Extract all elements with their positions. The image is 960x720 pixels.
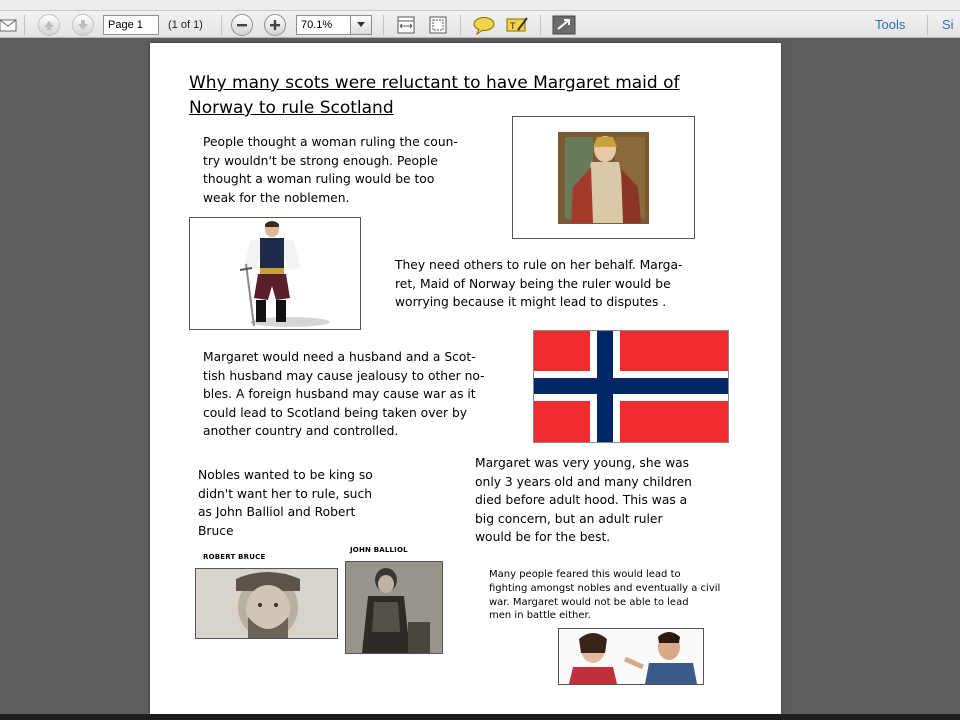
fit-width-icon[interactable] <box>396 14 416 36</box>
separator <box>927 15 928 35</box>
robert-bruce-portrait-image <box>195 568 338 639</box>
flag-cross-horizontal <box>534 378 728 394</box>
arrow-down-icon <box>77 19 89 31</box>
previous-page-button[interactable] <box>38 14 60 36</box>
page-count: (1 of 1) <box>168 19 203 31</box>
chevron-down-icon[interactable] <box>350 16 371 34</box>
fit-page-icon[interactable] <box>428 14 448 36</box>
zoom-select[interactable] <box>296 15 372 35</box>
plus-icon <box>269 19 281 31</box>
john-balliol-portrait-image <box>345 561 443 654</box>
tools-link[interactable]: Tools <box>875 17 906 32</box>
nobleman-costume-image <box>189 217 361 330</box>
paragraph-civil-war: Many people feared this would lead to fighting amongst nobles and eventually a civil war. Margaret would not be able to lead men in battle either. <box>489 569 721 622</box>
separator <box>460 15 461 35</box>
norway-flag-image <box>533 330 729 443</box>
paragraph-husband: Margaret would need a husband and a Scot- tish husband may cause jealousy to other no- bles. A foreign husband may cause war as it could lead to Scotland being taken over by another country and controlled. <box>203 350 485 439</box>
arguing-couple-image <box>558 628 704 685</box>
zoom-in-button[interactable] <box>264 14 286 36</box>
separator <box>383 15 384 35</box>
page-title: Why many scots were reluctant to have Margaret maid of Norway to rule Scotland <box>189 73 680 118</box>
zoom-out-button[interactable] <box>231 14 253 36</box>
svg-text:T: T <box>510 22 516 32</box>
separator <box>221 15 222 35</box>
toolbar <box>0 0 960 38</box>
separator <box>24 15 25 35</box>
sign-link[interactable]: Si <box>942 17 954 32</box>
zoom-value: 70.1% <box>301 19 333 31</box>
email-icon[interactable] <box>0 15 18 37</box>
status-bar <box>0 714 960 720</box>
minus-icon <box>236 19 248 31</box>
separator <box>540 15 541 35</box>
caption-john-balliol: JOHN BALLIOL <box>350 546 408 554</box>
page-number-input[interactable]: Page 1 <box>103 15 159 35</box>
paragraph-strength: People thought a woman ruling the coun- try wouldn't be strong enough. People thought a woman ruling would be too weak for the noblemen. <box>203 135 458 205</box>
queen-painting-image <box>512 116 695 239</box>
caption-robert-bruce: ROBERT BRUCE <box>203 553 266 561</box>
arrow-up-icon <box>43 19 55 31</box>
next-page-button[interactable] <box>72 14 94 36</box>
expand-icon[interactable] <box>552 14 576 36</box>
paragraph-disputes: They need others to rule on her behalf. Marga- ret, Maid of Norway being the ruler would be worrying because it might lead to disputes . <box>395 258 683 310</box>
pdf-page <box>150 43 781 714</box>
paragraph-young: Margaret was very young, she was only 3 years old and many children died before adult hood. This was a big concern, but an adult ruler would be for the best. <box>475 456 692 545</box>
paragraph-nobles: Nobles wanted to be king so didn't want her to rule, such as John Balliol and Robert Bruce <box>198 468 373 538</box>
highlight-text-icon[interactable] <box>505 14 529 36</box>
comment-icon[interactable] <box>472 14 496 36</box>
menu-strip <box>0 0 960 11</box>
